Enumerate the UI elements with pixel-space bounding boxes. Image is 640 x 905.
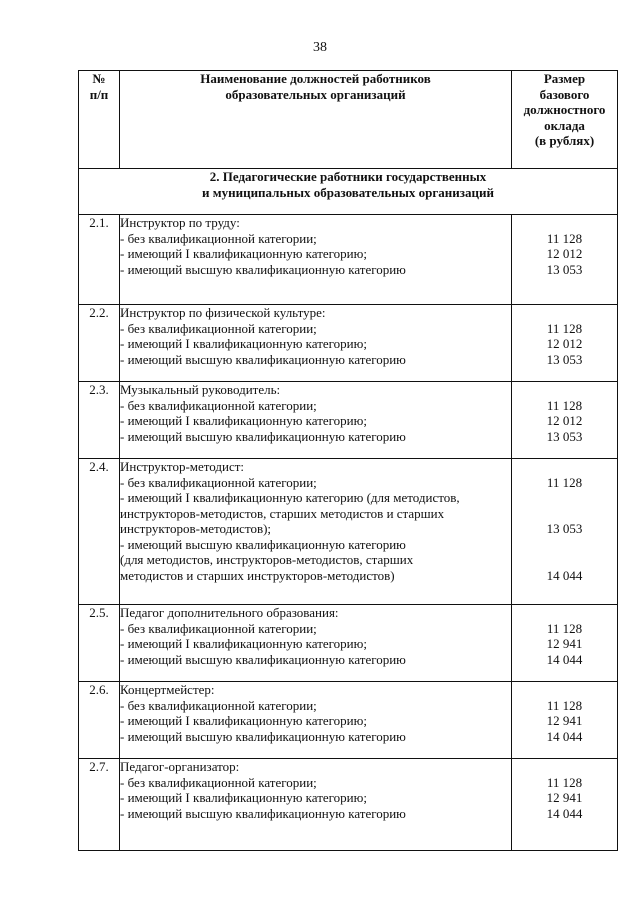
row-salary: 11 128 12 012 13 053 [512,305,618,382]
row-position: Музыкальный руководитель: - без квалификационной категории; - имеющий I квалификационную категорию; - имеющий высшую квалификационную категорию [120,382,512,459]
section-row [79,169,618,215]
row-position: Педагог-организатор: - без квалификационной категории; - имеющий I квалификационную категорию; - имеющий высшую квалификационную категорию [120,759,512,851]
row-position: Инструктор по труду: - без квалификационной категории; - имеющий I квалификационную категорию; - имеющий высшую квалификационную категорию [120,215,512,305]
row-number: 2.5. [79,605,120,682]
header-name: Наименование должностей работников образовательных организаций [120,71,512,169]
row-salary: 11 128 12 941 14 044 [512,682,618,759]
table-row [79,305,618,382]
row-salary: 11 128 12 941 14 044 [512,605,618,682]
row-number: 2.2. [79,305,120,382]
row-position: Концертмейстер: - без квалификационной категории; - имеющий I квалификационную категорию; - имеющий высшую квалификационную категорию [120,682,512,759]
row-salary: 11 128 12 012 13 053 [512,215,618,305]
header-value: Размер базового должностного оклада (в рублях) [512,71,618,169]
row-salary: 11 128 12 012 13 053 [512,382,618,459]
table-header-row [79,71,618,169]
row-number: 2.6. [79,682,120,759]
row-number: 2.3. [79,382,120,459]
table-row [79,605,618,682]
table-row [79,759,618,851]
table-row [79,215,618,305]
header-num: № п/п [79,71,120,169]
page-number: 38 [313,40,327,55]
row-position: Инструктор-методист: - без квалификационной категории; - имеющий I квалификационную категорию (для методистов, инструкторов-методистов, старших методистов и старших инструкторов-методистов); - имеющий высшую квалификационную категорию (для методистов, инструкторов-методистов, старших методистов и старших инструкторов-методистов) [120,459,512,605]
row-position: Инструктор по физической культуре: - без квалификационной категории; - имеющий I квалификационную категорию; - имеющий высшую квалификационную категорию [120,305,512,382]
section-title: 2. Педагогические работники государственных и муниципальных образовательных организаций [79,169,618,215]
row-salary: 11 128 13 053 14 044 [512,459,618,605]
row-salary: 11 128 12 941 14 044 [512,759,618,851]
table-row [79,682,618,759]
row-number: 2.1. [79,215,120,305]
row-position: Педагог дополнительного образования: - без квалификационной категории; - имеющий I квалификационную категорию; - имеющий высшую квалификационную категорию [120,605,512,682]
table-row [79,382,618,459]
row-number: 2.4. [79,459,120,605]
salary-table [78,70,618,851]
table-row [79,459,618,605]
row-number: 2.7. [79,759,120,851]
